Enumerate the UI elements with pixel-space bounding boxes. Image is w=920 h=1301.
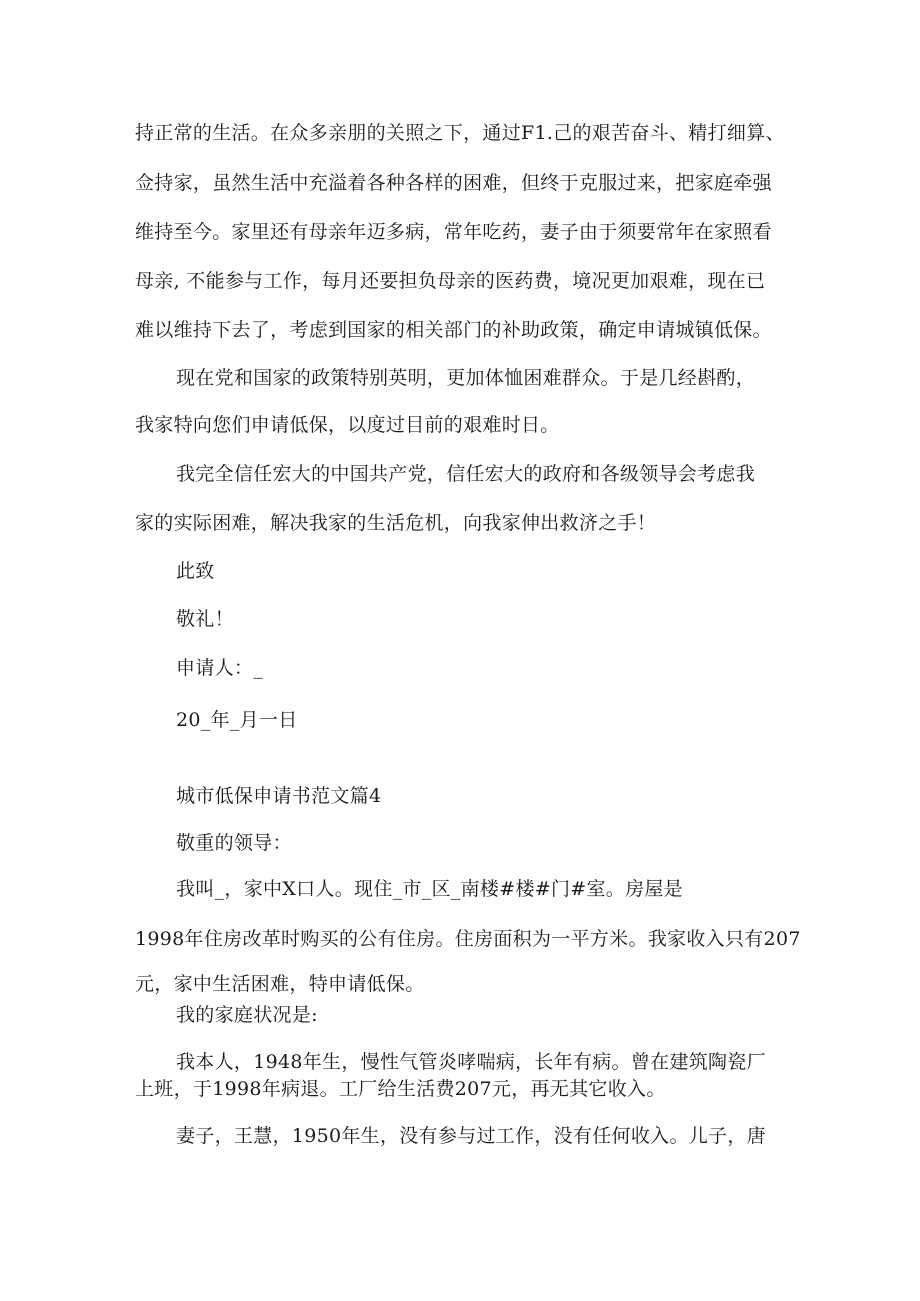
- para1-line-2: 佥持家，虽然生活中充溢着各种各样的困难，但终于克服过来，把家庭牵强: [135, 172, 772, 194]
- para1-line-1: 持正常的生活。在众多亲朋的关照之下，通过F1.己的艰苦奋斗、精打细算、: [135, 122, 785, 144]
- para3-line-1: 我完全信任宏大的中国共产党，信任宏大的政府和各级领导会考虑我: [176, 463, 756, 485]
- para4-line-3: 元，家中生活困难，特申请低保。: [135, 973, 425, 995]
- para4-line-1: 我叫_，家中X口人。现住_市_区_南楼#楼#门#室。房屋是: [176, 878, 683, 900]
- para6-line-1: 妻子，王慧，1950年生，没有参与过工作，没有任何收入。儿子，唐: [176, 1125, 766, 1147]
- para1-line-4: 母亲, 不能参与工作，每月还要担负母亲的医药费，境况更加艰难，现在已: [135, 270, 766, 292]
- para1-line-5: 难以维持下去了，考虑到国家的相关部门的补助政策，确定申请城镇低保。: [135, 319, 772, 341]
- family-intro: 我的家庭状况是:: [176, 1004, 318, 1026]
- closing-salutation: 此致: [176, 560, 215, 582]
- para2-line-1: 现在党和国家的政策特别英明，更加体恤困难群众。于是几经斟酌，: [176, 367, 756, 389]
- greeting: 敬重的领导：: [176, 832, 292, 854]
- para5-line-2: 上班，于1998年病退。工厂给生活费207元，再无其它收入。: [135, 1078, 666, 1100]
- para3-line-2: 家的实际困难，解决我家的生活危机，向我家伸出救济之手！: [135, 512, 657, 534]
- applicant-line: 申请人：_: [176, 657, 264, 679]
- para5-line-1: 我本人，1948年生，慢性气管炎哮喘病，长年有病。曾在建筑陶瓷厂: [176, 1051, 766, 1073]
- section-title: 城市低保申请书范文篇4: [176, 785, 382, 807]
- date-line: 20_年_月一日: [176, 709, 298, 731]
- para4-line-2: 1998年住房改革时购买的公有住房。住房面积为一平方米。我家收入只有207: [135, 928, 801, 950]
- para2-line-2: 我家特向您们申请低保，以度过目前的艰难时日。: [135, 414, 560, 436]
- para1-line-3: 维持至今。家里还有母亲年迈多病，常年吃药，妻子由于须要常年在家照看: [135, 221, 772, 243]
- closing-regards: 敬礼！: [176, 608, 234, 630]
